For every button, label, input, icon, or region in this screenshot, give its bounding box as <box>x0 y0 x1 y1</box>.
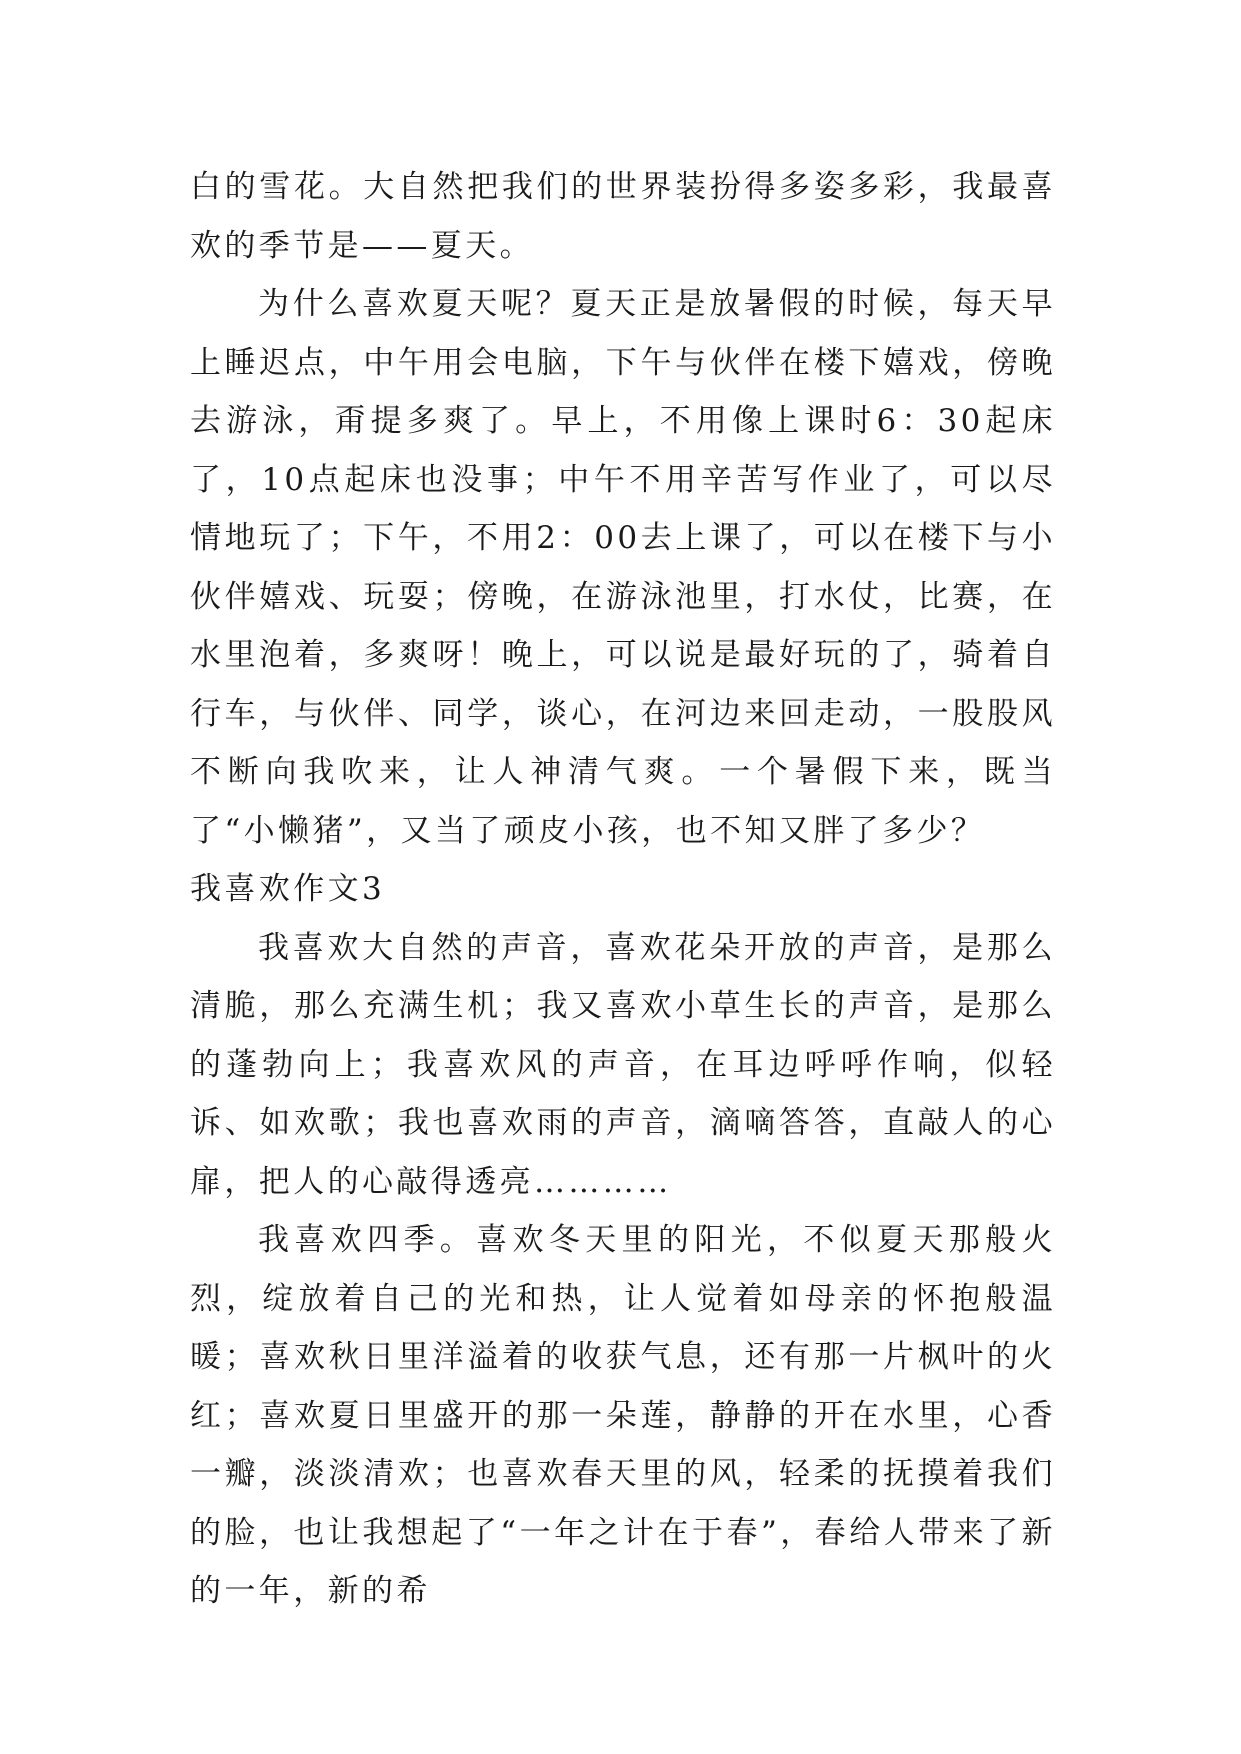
paragraph-summer: 为什么喜欢夏天呢？夏天正是放暑假的时候，每天早上睡迟点，中午用会电脑，下午与伙伴在楼下嬉戏，傍晚去游泳，甭提多爽了。早上，不用像上课时6：30起床了，10点起床也没事；中午不用辛苦写作业了，可以尽情地玩了；下午，不用2：00去上课了，可以在楼下与小伙伴嬉戏、玩耍；傍晚，在游泳池里，打水仗，比赛，在水里泡着，多爽呀！晚上，可以说是最好玩的了，骑着自行车，与伙伴、同学，谈心，在河边来回走动，一股股风不断向我吹来，让人神清气爽。一个暑假下来，既当了“小懒猪”，又当了顽皮小孩，也不知又胖了多少？ <box>190 286 1056 849</box>
paragraph-four-seasons: 我喜欢四季。喜欢冬天里的阳光，不似夏天那般火烈，绽放着自己的光和热，让人觉着如母亲的怀抱般温暖；喜欢秋日里洋溢着的收获气息，还有那一片枫叶的火红；喜欢夏日里盛开的那一朵莲，静静的开在水里，心香一瓣，淡淡清欢；也喜欢春天里的风，轻柔的抚摸着我们的脸，也让我想起了“一年之计在于春”，春给人带来了新的一年，新的希 <box>190 1222 1056 1609</box>
paragraph-nature-sounds: 我喜欢大自然的声音，喜欢花朵开放的声音，是那么清脆，那么充满生机；我又喜欢小草生长的声音，是那么的蓬勃向上；我喜欢风的声音，在耳边呼呼作响，似轻诉、如欢歌；我也喜欢雨的声音，滴嘀答答，直敲人的心扉，把人的心敲得透亮………… <box>190 929 1056 1200</box>
document-body <box>190 158 1056 1621</box>
paragraph-intro-end: 白的雪花。大自然把我们的世界装扮得多姿多彩，我最喜欢的季节是——夏天。 <box>190 169 1056 264</box>
essay-heading: 我喜欢作文3 <box>190 871 386 907</box>
